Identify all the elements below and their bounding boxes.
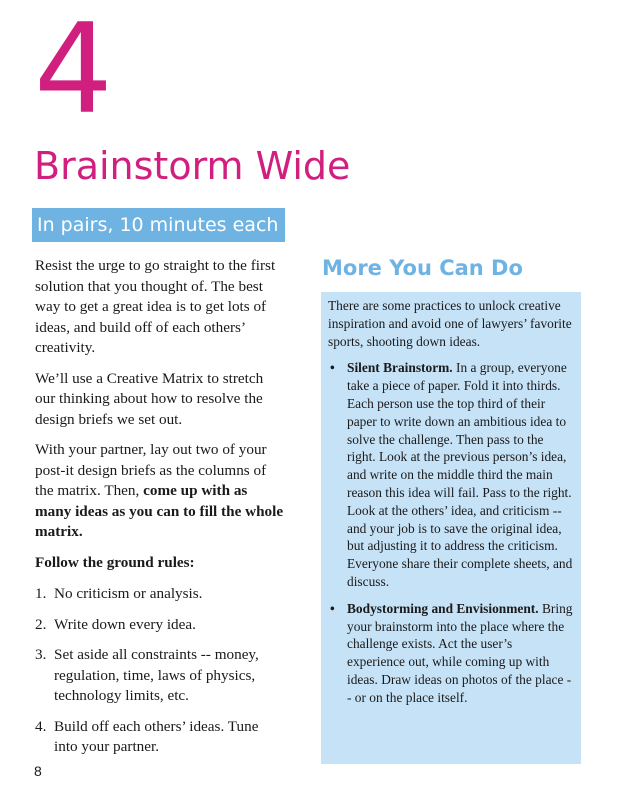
rule-text: Set aside all constraints -- money, regulation, time, laws of physics, technology limits, etc. bbox=[54, 646, 259, 704]
bullet-icon: • bbox=[330, 600, 335, 616]
sidebar-intro: There are some practices to unlock creative inspiration and avoid one of lawyers’ favorite sports, shooting down ideas. bbox=[328, 298, 572, 349]
rule-text: No criticism or analysis. bbox=[54, 585, 203, 602]
rule-text: Write down every idea. bbox=[54, 615, 196, 633]
list-item bbox=[35, 584, 285, 605]
more-you-can-do-box bbox=[321, 292, 581, 764]
rule-number: 2. bbox=[35, 615, 47, 633]
practice-text: In a group, everyone take a piece of paper. Fold it into thirds. Each person use the top third of their paper to write down an ambitious idea to solve the challenge. Then pass to the right. Look at the previous person’s idea, and write on the middle third the main reason this idea will fail. Pass to the right. Look at the others’ idea, and criticism -- and your job is to save the original idea, but adjusting it to address the criticism. Everyone share their complete sheets, and discuss. bbox=[347, 360, 573, 589]
rule-number: 1. bbox=[35, 585, 47, 602]
list-item bbox=[35, 717, 285, 758]
list-item bbox=[35, 615, 285, 636]
bullet-icon: • bbox=[330, 360, 335, 376]
rule-text: Build off each others’ ideas. Tune into your partner. bbox=[54, 717, 259, 755]
page-number: 8 bbox=[34, 763, 42, 779]
instructions-text: With your partner, lay out two of your post-it design briefs as the columns of the matrix. Then, bbox=[35, 441, 267, 499]
ground-rules-list bbox=[35, 584, 285, 758]
chapter-title: Brainstorm Wide bbox=[34, 144, 351, 188]
list-item bbox=[328, 600, 573, 707]
matrix-paragraph: We’ll use a Creative Matrix to stretch our thinking about how to resolve the design briefs we set out. bbox=[35, 369, 264, 428]
chapter-number: 4 bbox=[34, 0, 111, 142]
practice-text: Bring your brainstorm into the place where the challenge exists. Act the user’s experience out, while coming up with ideas. Draw ideas on photos of the place -- or on the place itself. bbox=[347, 600, 573, 705]
practices-list bbox=[328, 359, 573, 706]
rule-number: 3. bbox=[35, 646, 47, 663]
rules-heading: Follow the ground rules: bbox=[35, 553, 195, 571]
instructions-paragraph bbox=[35, 440, 285, 543]
list-item bbox=[328, 359, 573, 590]
subtitle-banner: In pairs, 10 minutes each bbox=[32, 208, 285, 242]
intro-paragraph: Resist the urge to go straight to the first solution that you thought of. The best way to get a great idea is to get lots of ideas, and build off of each others’ creativity. bbox=[35, 257, 276, 356]
practice-title: Silent Brainstorm. bbox=[347, 360, 453, 376]
list-item bbox=[35, 645, 285, 707]
sidebar-heading: More You Can Do bbox=[322, 256, 523, 280]
main-text-column bbox=[35, 256, 285, 768]
instructions-emphasis: come up with as many ideas as you can to fill the whole matrix. bbox=[35, 482, 284, 540]
rule-number: 4. bbox=[35, 717, 47, 735]
practice-title: Bodystorming and Envisionment. bbox=[347, 600, 539, 616]
